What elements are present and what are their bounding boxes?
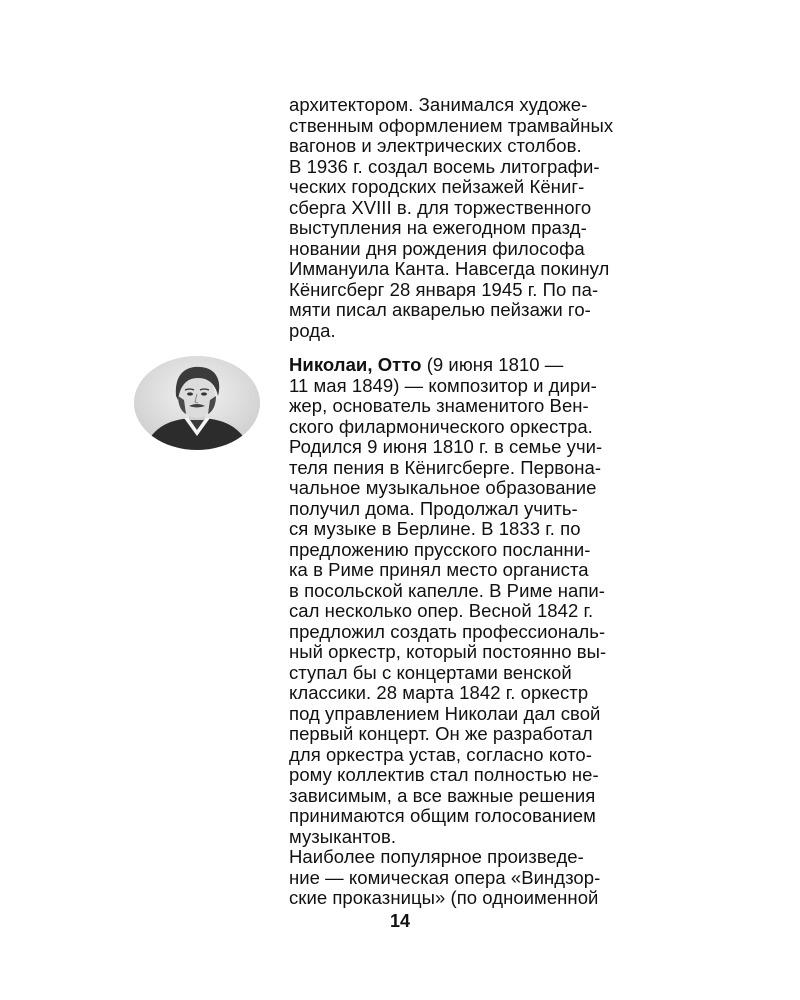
page-number: 14 [389, 911, 411, 931]
text-line: Кёнигсберг 28 января 1945 г. По па- [289, 278, 599, 300]
text-line: получил дома. Продолжал учить- [289, 497, 578, 519]
text-line: первый концерт. Он же разработал [289, 723, 593, 744]
nicolai-entry [289, 355, 719, 909]
text-line: мяти писал акварелью пейзажи го- [289, 299, 591, 320]
text-line: в посольской капелле. В Риме напи- [289, 579, 606, 601]
portrait-image [134, 356, 260, 450]
text-line: классики. 28 марта 1842 г. оркестр [289, 682, 589, 703]
text-line: новании дня рождения философа [289, 237, 585, 259]
text-line: ского филармонического оркестра. [289, 415, 593, 437]
text-line: сберга XVIII в. для торжественного [289, 196, 592, 218]
text-line: ственным оформлением трамвайных [289, 114, 614, 136]
text-line: Родился 9 июня 1810 г. в семье учи- [289, 436, 603, 457]
text-line: для оркестра устав, согласно кото- [289, 743, 592, 765]
text-line: ние — комическая опера «Виндзор- [289, 866, 601, 888]
portrait-illustration [134, 356, 260, 450]
text-line: ный оркестр, который постоянно вы- [289, 641, 607, 662]
text-line: под управлением Николаи дал свой [289, 702, 601, 724]
text-line: принимаются общим голосованием [289, 805, 596, 826]
text-line: ские проказницы» (по одноименной [289, 887, 599, 908]
text-line: жер, основатель знаменитого Вен- [289, 395, 589, 416]
text-line: рода. [289, 319, 336, 341]
text-line: 11 мая 1849) — композитор и дири- [289, 374, 597, 396]
text-line: предложил создать профессиональ- [289, 620, 606, 642]
text-line: сал несколько опер. Весной 1842 г. [289, 600, 594, 621]
text-line: архитектором. Занимался художе- [289, 94, 588, 115]
entry-first-line [289, 355, 719, 376]
top-text-block [289, 95, 719, 341]
text-line: В 1936 г. создал восемь литографи- [289, 155, 600, 177]
text-line: чальное музыкальное образование [289, 477, 597, 498]
text-line: выступления на ежегодном празд- [289, 217, 587, 238]
text-line: рому коллектив стал полностью не- [289, 764, 599, 785]
text-line: ческих городских пейзажей Кёниг- [289, 176, 585, 197]
text-line: Наиболее популярное произведе- [289, 846, 584, 867]
text-line: вагонов и электрических столбов. [289, 135, 582, 156]
text-line: предложению прусского посланни- [289, 538, 591, 560]
entry-name: Николаи, Отто [289, 354, 422, 375]
text-line: Иммануила Канта. Навсегда покинул [289, 258, 610, 279]
text-line: ступал бы с концертами венской [289, 661, 572, 683]
text-line: музыкантов. [289, 825, 397, 847]
text-line: теля пения в Кёнигсберге. Первона- [289, 456, 602, 478]
text-line: ся музыке в Берлине. В 1833 г. по [289, 518, 581, 539]
text-line: ка в Риме принял место органиста [289, 559, 589, 580]
text-line: зависимым, а все важные решения [289, 784, 596, 806]
entry-dates: (9 июня 1810 — [421, 354, 564, 375]
